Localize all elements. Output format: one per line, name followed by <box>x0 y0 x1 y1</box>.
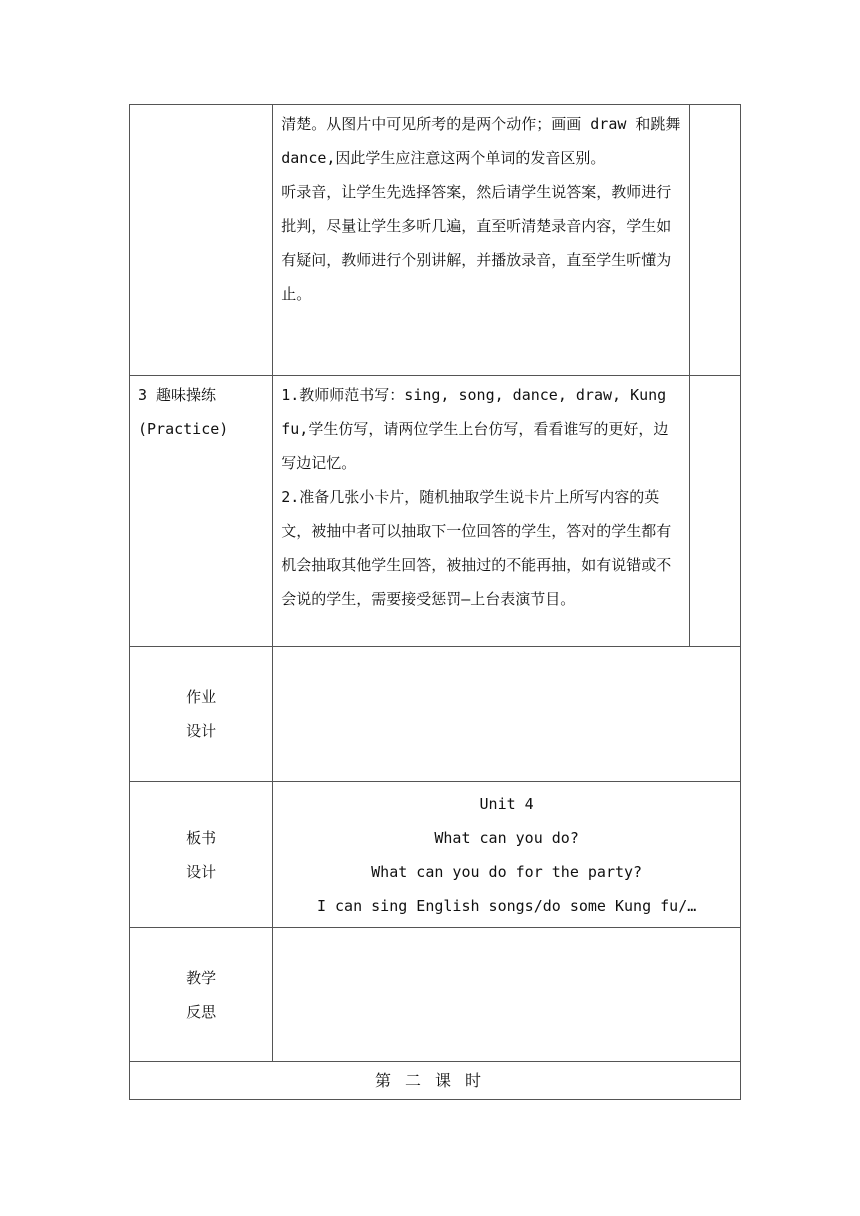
cell-practice-label <box>130 376 273 647</box>
cell-footer-title <box>130 1062 741 1100</box>
cell-continuation-content <box>273 105 690 376</box>
practice-label-line2: (Practice) <box>138 420 229 438</box>
cell-homework-label <box>130 647 273 782</box>
reflection-label-line2: 反思 <box>186 1002 217 1021</box>
table-row-board <box>130 782 741 928</box>
table-row-continuation <box>130 105 741 376</box>
table-row-homework <box>130 647 741 782</box>
homework-label-line2: 设计 <box>186 722 217 740</box>
cell-practice-note <box>689 376 740 647</box>
table-row-footer <box>130 1062 741 1100</box>
practice-paragraph-2: 2.准备几张小卡片，随机抽取学生说卡片上所写内容的英文，被抽中者可以抽取下一位回答的学生，答对的学生都有机会抽取其他学生回答，被抽过的不能再抽，如有说错或不会说的学生，需要接受惩罚—上台表演节目。 <box>281 488 672 608</box>
cell-reflection-content <box>273 928 741 1062</box>
board-line-3: What can you do for the party? <box>371 863 643 881</box>
cell-empty-label <box>130 105 273 376</box>
board-line-1: Unit 4 <box>479 795 534 813</box>
cell-reflection-label <box>130 928 273 1062</box>
board-label-line2: 设计 <box>186 862 217 881</box>
homework-label-line1: 作业 <box>186 688 217 706</box>
practice-label-line1: 3 趣味操练 <box>138 386 217 404</box>
table-row-reflection <box>130 928 741 1062</box>
practice-paragraph-1: 1.教师师范书写：sing, song, dance, draw, Kung fu,学生仿写，请两位学生上台仿写，看看谁写的更好，边写边记忆。 <box>281 386 669 472</box>
table-row-practice <box>130 376 741 647</box>
cell-board-content <box>273 782 741 928</box>
cell-homework-content <box>273 647 741 782</box>
continuation-paragraph-2: 听录音，让学生先选择答案，然后请学生说答案，教师进行批判，尽量让学生多听几遍，直至听清楚录音内容，学生如有疑问，教师进行个别讲解，并播放录音，直至学生听懂为止。 <box>281 183 672 303</box>
lesson-plan-table <box>129 104 741 1100</box>
board-line-4: I can sing English songs/do some Kung fu/… <box>316 897 697 915</box>
board-line-2: What can you do? <box>434 829 579 847</box>
continuation-paragraph-1: 清楚。从图片中可见所考的是两个动作；画画 draw 和跳舞 dance,因此学生应注意这两个单词的发音区别。 <box>281 115 681 167</box>
cell-board-label <box>130 782 273 928</box>
cell-empty-note <box>689 105 740 376</box>
lesson-period-title: 第二课时 <box>374 1071 495 1090</box>
board-label-line1: 板书 <box>186 828 217 847</box>
cell-practice-content <box>273 376 690 647</box>
reflection-label-line1: 教学 <box>186 968 217 987</box>
